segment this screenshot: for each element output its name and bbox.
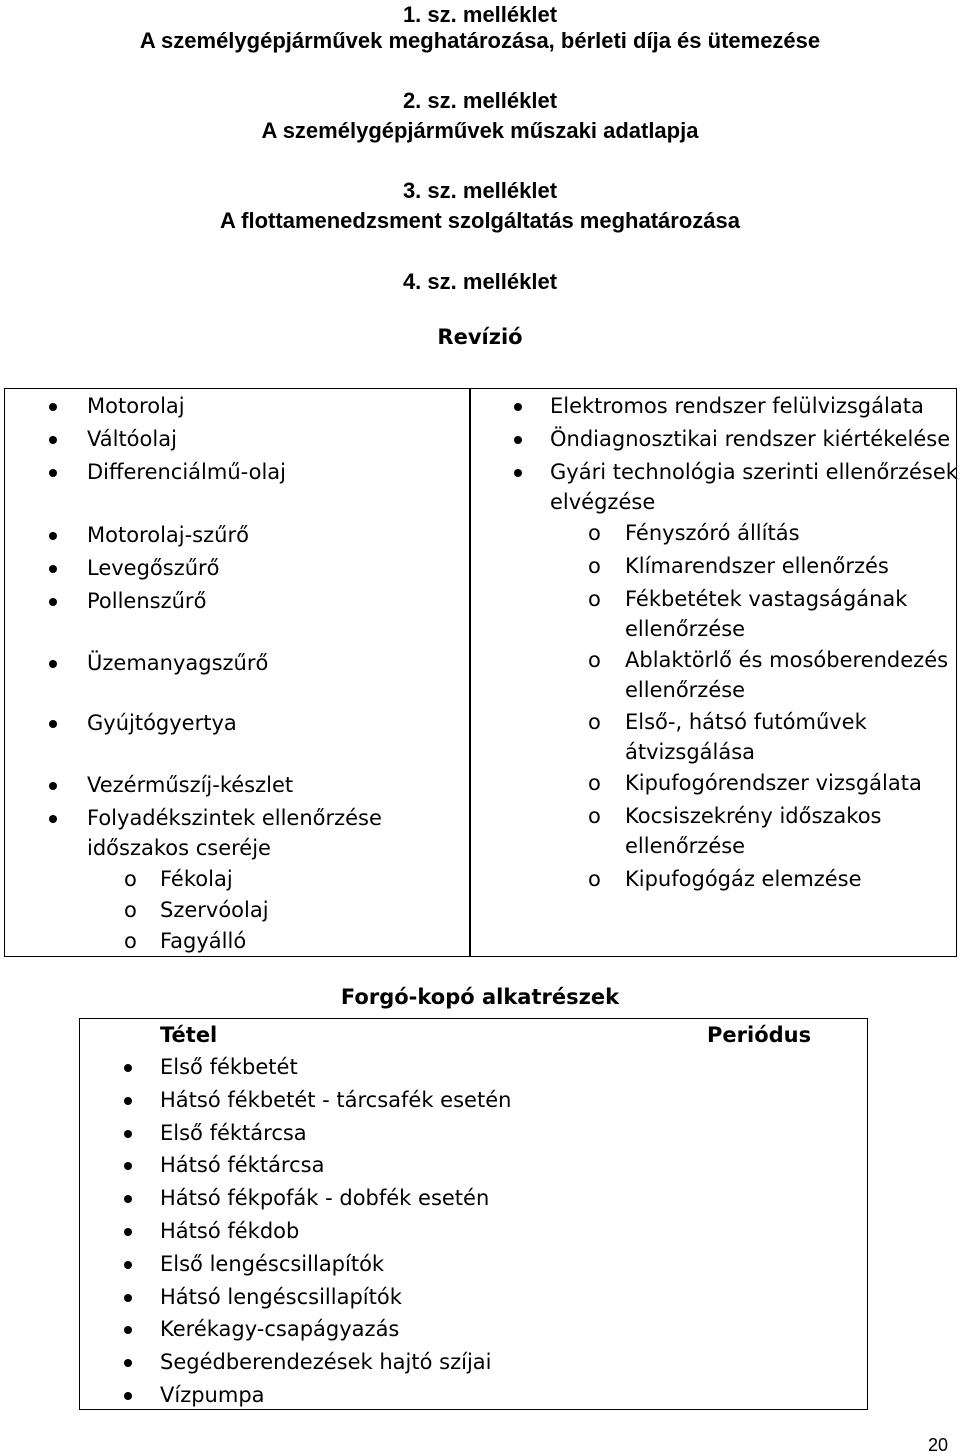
annex-4-label: sz. melléklet [427,269,558,294]
col-period-header: Periódus [707,1023,812,1047]
bullet-icon [124,1261,132,1269]
annex-1-number: 1. [402,2,422,27]
revision-left-item: időszakos cseréje [87,836,271,860]
wear-parts-title: Forgó-kopó alkatrészek [340,985,620,1009]
bullet-icon [514,403,522,411]
revision-right-subitem: Ablaktörlő és mosóberendezés [625,648,949,672]
wear-part-item: Hátsó fékdob [160,1219,300,1243]
wear-part-item: Hátsó féktárcsa [160,1153,325,1178]
sub-bullet-marker: o [124,898,137,922]
sub-bullet-marker: o [124,929,137,953]
revision-right-subitem: Klímarendszer ellenőrzés [625,554,889,578]
bullet-icon [124,1228,132,1236]
sub-bullet-marker: o [588,521,601,545]
bullet-icon [514,469,522,477]
revision-right-subitem: Kipufogórendszer vizsgálata [625,771,922,795]
annex-3-label: sz. melléklet [427,178,558,203]
annex-4-number: 4. [402,269,422,294]
sub-bullet-marker: o [124,867,137,891]
revision-right-item: Elektromos rendszer felülvizsgálata [550,394,924,418]
bullet-icon [124,1097,132,1105]
wear-part-item: Vízpumpa [160,1383,265,1407]
revision-left-subitem: Szervóolaj [160,898,269,922]
wear-part-item: Hátsó fékpofák - dobfék esetén [160,1186,490,1211]
annex-3-heading [0,176,960,206]
annex-2-label: sz. melléklet [427,88,558,113]
bullet-icon [49,720,57,728]
sub-bullet-marker: o [588,710,601,734]
wear-part-item: Hátsó fékbetét - tárcsafék esetén [160,1087,512,1112]
revision-left-item: Üzemanyagszűrő [87,651,269,675]
sub-bullet-marker: o [588,867,601,891]
revision-left-item: Motorolaj-szűrő [87,523,249,547]
wear-part-item: Első fékbetét [160,1055,298,1079]
revision-left-item: Pollenszűrő [87,589,207,613]
page-number: 20 [927,1435,948,1455]
revision-right-subitem: Kocsiszekrény időszakos [625,804,882,828]
annex-4-heading [0,267,960,297]
bullet-icon [124,1064,132,1072]
wear-part-item: Első féktárcsa [160,1120,307,1145]
bullet-icon [49,782,57,790]
col-item-header: Tétel [160,1023,218,1047]
wear-part-item: Segédberendezések hajtó szíjai [160,1350,492,1375]
revision-right-item: elvégzése [550,490,656,514]
revision-left-item: Levegőszűrő [87,556,220,580]
revision-right-subitem: átvizsgálása [625,740,756,764]
annex-2-title: A személygépjárművek műszaki adatlapja [261,118,699,143]
wear-part-item: Hátsó lengéscsillapítók [160,1284,402,1309]
annex-2-heading [0,86,960,116]
annex-1-label: sz. melléklet [427,2,558,27]
revision-right-subitem: Fényszóró állítás [625,521,800,545]
bullet-icon [124,1392,132,1400]
sub-bullet-marker: o [588,804,601,828]
revision-left-item: Differenciálmű-olaj [87,460,286,484]
wear-part-item: Első lengéscsillapítók [160,1251,385,1276]
annex-1-title: A személygépjárművek meghatározása, bérleti díja és ütemezése [139,28,821,53]
revision-left-subitem: Fékolaj [160,867,233,891]
bullet-icon [49,565,57,573]
bullet-icon [49,532,57,540]
sub-bullet-marker: o [588,554,601,578]
revision-left-item: Gyújtógyertya [87,711,237,735]
bullet-icon [49,815,57,823]
bullet-icon [514,436,522,444]
revision-right-subitem: ellenőrzése [625,834,746,858]
bullet-icon [49,660,57,668]
revision-right-subitem: Fékbetétek vastagságának [625,587,908,611]
bullet-icon [49,403,57,411]
revision-right-item: Gyári technológia szerinti ellenőrzések [550,460,958,484]
bullet-icon [49,598,57,606]
bullet-icon [49,436,57,444]
bullet-icon [124,1130,132,1138]
revision-right-subitem: Kipufogógáz elemzése [625,867,862,891]
revision-right-subitem: Első-, hátsó futóművek [625,710,867,734]
revision-right-subitem: ellenőrzése [625,678,746,702]
revision-right-subitem: ellenőrzése [625,617,746,641]
sub-bullet-marker: o [588,771,601,795]
annex-2-number: 2. [402,88,422,113]
revision-left-item: Váltóolaj [87,427,177,451]
annex-3-number: 3. [402,178,422,203]
sub-bullet-marker: o [588,648,601,672]
annex-3-title: A flottamenedzsment szolgáltatás meghatározása [220,208,740,233]
revision-left-item: Folyadékszintek ellenőrzése [87,806,382,830]
sub-bullet-marker: o [588,587,601,611]
revision-left-item: Motorolaj [87,394,185,418]
bullet-icon [49,469,57,477]
revision-left-item: Vezérműszíj-készlet [87,773,294,797]
bullet-icon [124,1294,132,1302]
revision-title: Revízió [437,325,523,349]
wear-part-item: Kerékagy-csapágyazás [160,1317,400,1342]
revision-right-item: Öndiagnosztikai rendszer kiértékelése [550,427,951,451]
revision-left-subitem: Fagyálló [160,929,247,953]
